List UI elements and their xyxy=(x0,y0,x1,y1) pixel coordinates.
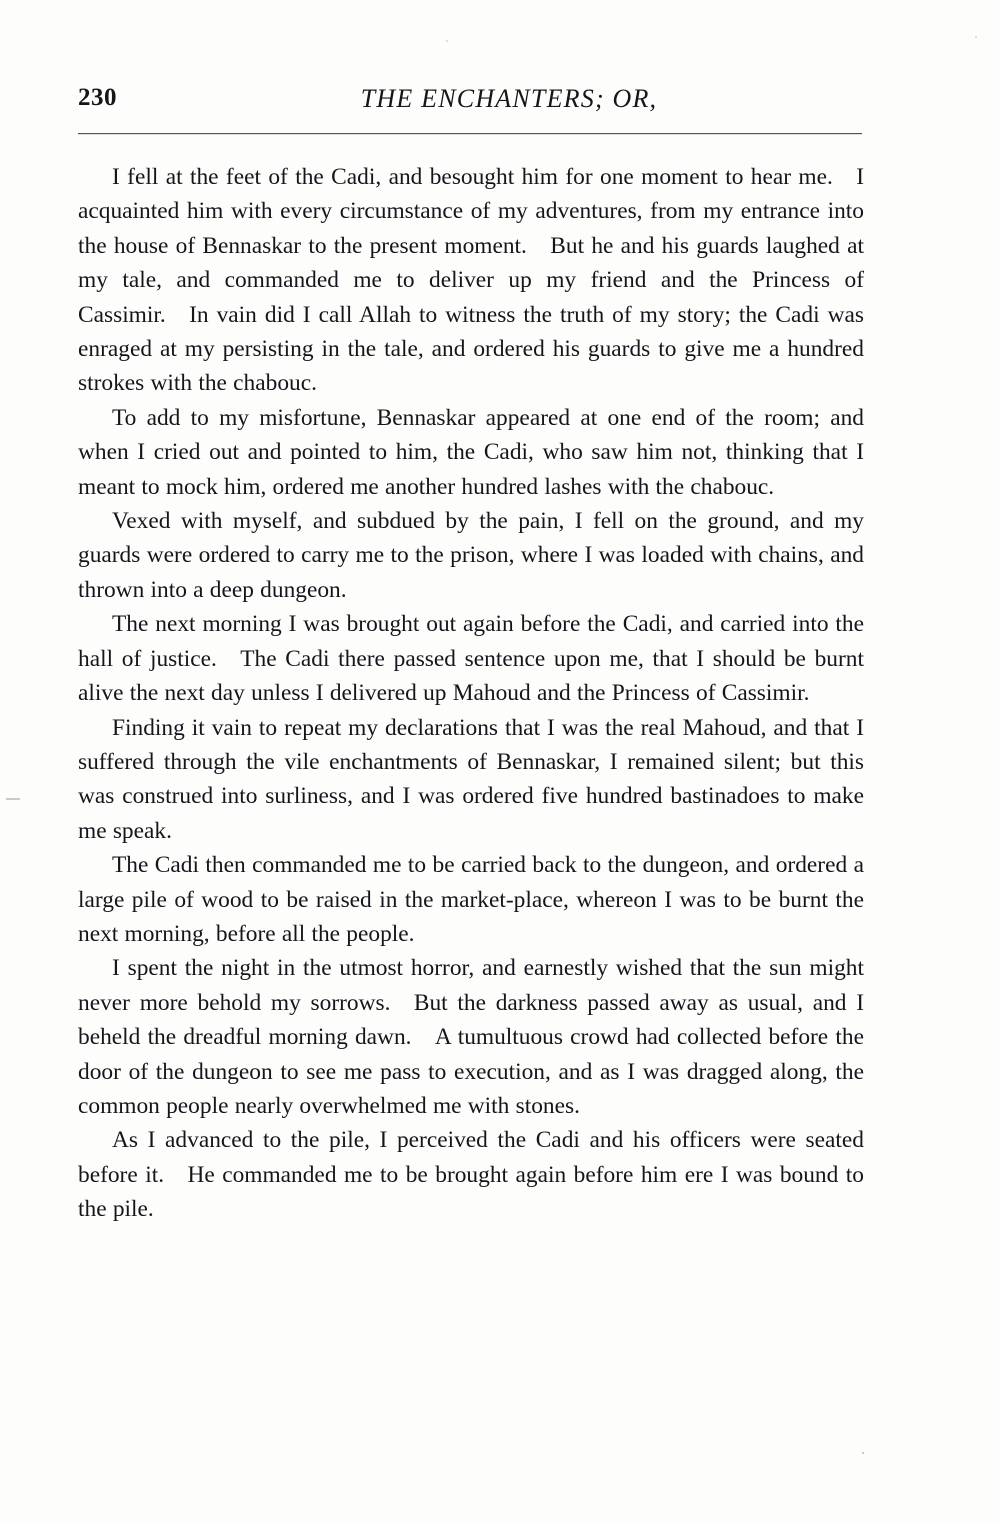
header-rule xyxy=(78,133,862,134)
scan-speckle xyxy=(975,36,977,38)
scan-speckle xyxy=(446,40,448,42)
page-number: 230 xyxy=(78,84,117,111)
paragraph: The Cadi then commanded me to be carried back to the dungeon, and ordered a large pile of wood to be raised in the market-place, whereon I was to be burnt the next morning, before all the people. xyxy=(78,852,864,947)
paragraph: Vexed with myself, and subdued by the pain, I fell on the ground, and my guards were ordered to carry me to the prison, where I was loaded with chains, and thrown into a deep dungeon. xyxy=(78,508,864,603)
scan-edge-mark xyxy=(6,798,20,800)
scan-edge-mark xyxy=(862,1452,864,1454)
paragraph: Finding it vain to repeat my declarations that I was the real Mahoud, and that I suffered through the vile enchantments of Bennaskar, I remained silent; but this was construed into surliness, and I was ordered five hundred bastinadoes to make me speak. xyxy=(78,714,864,844)
paragraph: I spent the night in the utmost horror, and earnestly wished that the sun might never more behold my sorrows. But the darkness passed away as usual, and I beheld the dreadful morning dawn. A tumultuous crowd had collected before the door of the dungeon to see me pass to execution, and as I was dragged along, the common people nearly overwhelmed me with stones. xyxy=(78,955,864,1119)
paragraph: To add to my misfortune, Bennaskar appeared at one end of the room; and when I cried out and pointed to him, the Cadi, who saw him not, thinking that I meant to mock him, ordered me another hundred lashes with the chabouc. xyxy=(78,404,864,500)
page-body xyxy=(78,160,864,1227)
running-title: THE ENCHANTERS; OR, xyxy=(360,84,658,113)
paragraph: As I advanced to the pile, I perceived the Cadi and his officers were seated before it. He commanded me to be brought again before him ere I was bound to the pile. xyxy=(78,1127,864,1223)
paragraph: The next morning I was brought out again before the Cadi, and carried into the hall of justice. The Cadi there passed sentence upon me, that I should be burnt alive the next day unless I delivered up Mahoud and the Princess of Cassimir. xyxy=(78,611,864,707)
page-header xyxy=(78,84,922,118)
paragraph: I fell at the feet of the Cadi, and besought him for one moment to hear me. I acquainted him with every circumstance of my adventures, from my entrance into the house of Bennaskar to the present moment. But he and his guards laughed at my tale, and commanded me to deliver up my friend and the Princess of Cassimir. In vain did I call Allah to witness the truth of my story; the Cadi was enraged at my persisting in the tale, and ordered his guards to give me a hundred strokes with the chabouc. xyxy=(78,164,864,397)
